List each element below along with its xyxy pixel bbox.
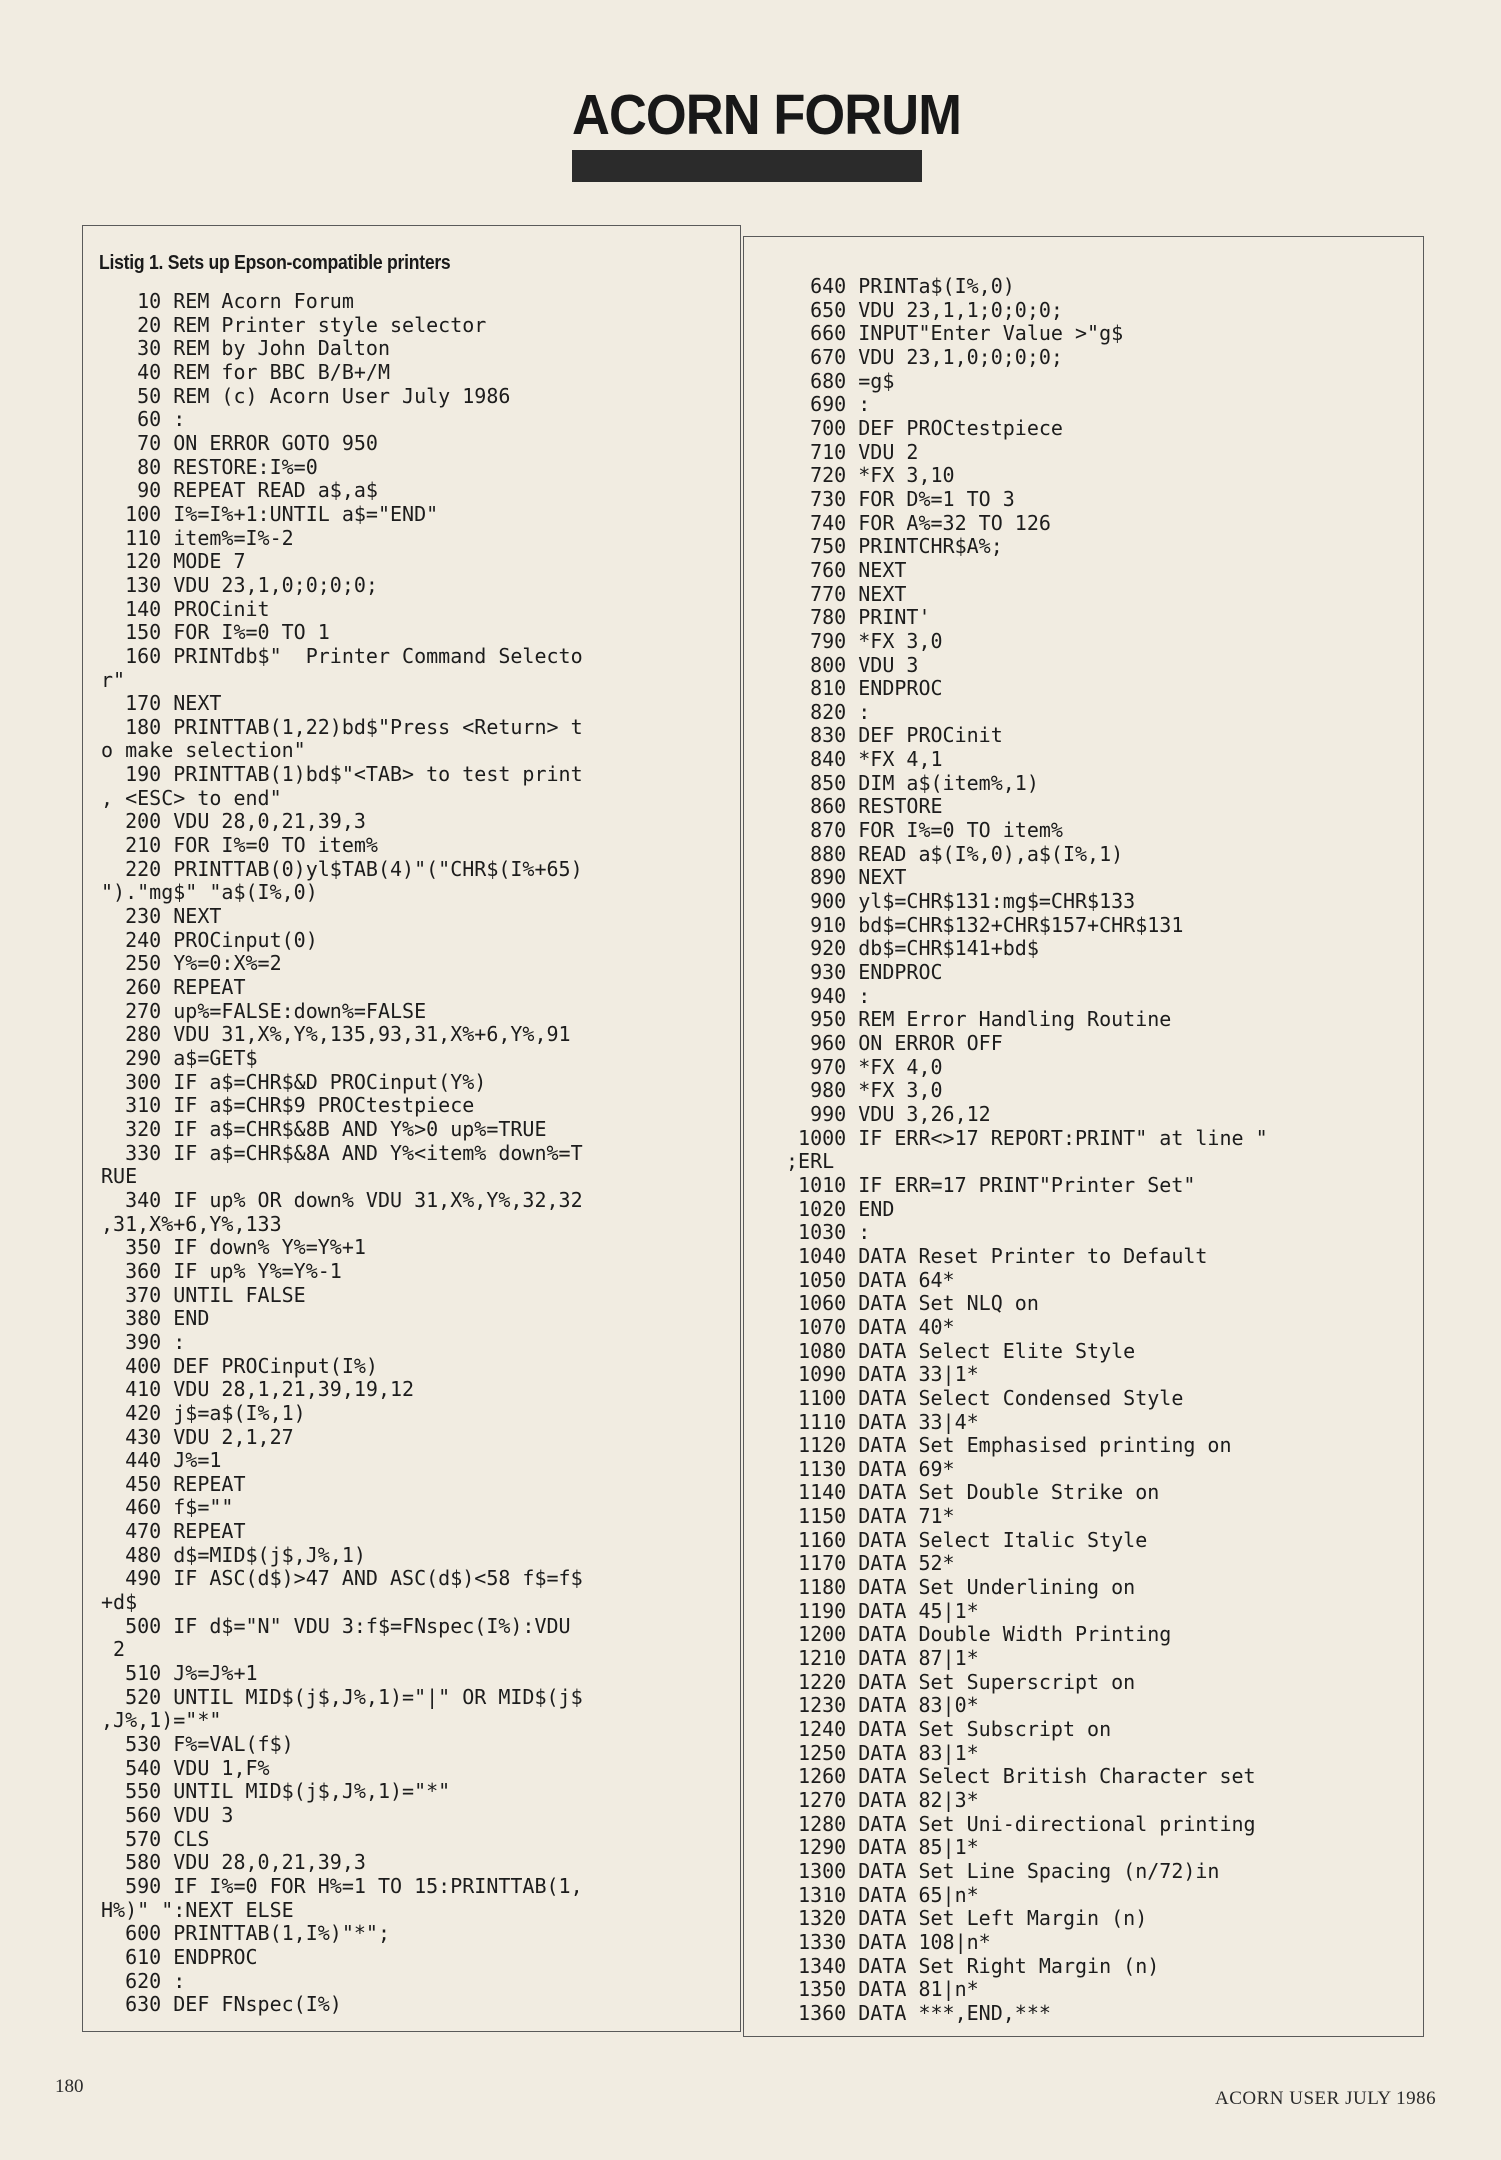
code-line: 740 FOR A%=32 TO 126 bbox=[786, 510, 1051, 535]
code-line: 650 VDU 23,1,1;0;0;0; bbox=[786, 297, 1063, 322]
code-line: 190 PRINTTAB(1)bd$"<TAB> to test print bbox=[101, 762, 583, 787]
code-line: 880 READ a$(I%,0),a$(I%,1) bbox=[786, 841, 1124, 866]
code-line: 730 FOR D%=1 TO 3 bbox=[786, 486, 1015, 511]
page-number: 180 bbox=[55, 2076, 84, 2097]
code-line: 500 IF d$="N" VDU 3:f$=FNspec(I%):VDU bbox=[101, 1613, 571, 1638]
code-line: 1070 DATA 40* bbox=[786, 1314, 955, 1339]
code-line: 1320 DATA Set Left Margin (n) bbox=[786, 1906, 1148, 1931]
code-line: 170 NEXT bbox=[101, 691, 222, 716]
code-line: 510 J%=J%+1 bbox=[101, 1661, 258, 1686]
code-line: 460 f$="" bbox=[101, 1495, 234, 1520]
code-line: 310 IF a$=CHR$9 PROCtestpiece bbox=[101, 1093, 475, 1118]
code-line: H%)" ":NEXT ELSE bbox=[101, 1897, 294, 1922]
code-line: 50 REM (c) Acorn User July 1986 bbox=[101, 383, 511, 408]
code-line: 200 VDU 28,0,21,39,3 bbox=[101, 809, 366, 834]
code-line: 1360 DATA ***,END,*** bbox=[786, 2000, 1051, 2025]
code-line: 640 PRINTa$(I%,0) bbox=[786, 274, 1015, 298]
running-footer: ACORN USER JULY 1986 bbox=[1215, 2088, 1437, 2109]
code-line: RUE bbox=[101, 1164, 138, 1189]
code-line: 1290 DATA 85|1* bbox=[786, 1835, 979, 1860]
code-line: 130 VDU 23,1,0;0;0;0; bbox=[101, 572, 378, 597]
code-line: 520 UNTIL MID$(j$,J%,1)="|" OR MID$(j$ bbox=[101, 1684, 583, 1709]
code-line: 290 a$=GET$ bbox=[101, 1046, 258, 1070]
code-line: 720 *FX 3,10 bbox=[786, 463, 955, 488]
code-line: 70 ON ERROR GOTO 950 bbox=[101, 430, 378, 455]
code-line: 590 IF I%=0 FOR H%=1 TO 15:PRINTTAB(1, bbox=[101, 1873, 583, 1898]
code-line: 1040 DATA Reset Printer to Default bbox=[786, 1243, 1208, 1268]
code-line: 620 : bbox=[101, 1968, 186, 1993]
code-line: 1050 DATA 64* bbox=[786, 1267, 955, 1292]
code-line: 360 IF up% Y%=Y%-1 bbox=[101, 1258, 342, 1283]
code-line: 1270 DATA 82|3* bbox=[786, 1788, 979, 1812]
code-line: 780 PRINT' bbox=[786, 605, 931, 630]
code-line: 20 REM Printer style selector bbox=[101, 312, 487, 337]
code-line: 710 VDU 2 bbox=[786, 439, 919, 464]
code-line: 570 CLS bbox=[101, 1826, 210, 1851]
code-line: 690 : bbox=[786, 392, 871, 417]
code-line: ,31,X%+6,Y%,133 bbox=[101, 1211, 282, 1236]
code-line: 1160 DATA Select Italic Style bbox=[786, 1527, 1148, 1552]
code-line: 330 IF a$=CHR$&8A AND Y%<item% down%=T bbox=[101, 1140, 583, 1165]
code-line: 80 RESTORE:I%=0 bbox=[101, 454, 318, 479]
code-line: 1200 DATA Double Width Printing bbox=[786, 1622, 1172, 1647]
code-line: ")."mg$" "a$(I%,0) bbox=[101, 880, 318, 905]
code-line: 1280 DATA Set Uni-directional printing bbox=[786, 1811, 1256, 1836]
code-line: 180 PRINTTAB(1,22)bd$"Press <Return> t bbox=[101, 714, 583, 739]
code-line: 840 *FX 4,1 bbox=[786, 747, 943, 772]
code-line: , <ESC> to end" bbox=[101, 785, 282, 810]
code-line: 890 NEXT bbox=[786, 865, 907, 890]
code-line: 790 *FX 3,0 bbox=[786, 628, 943, 653]
code-line: 100 I%=I%+1:UNTIL a$="END" bbox=[101, 501, 439, 526]
code-line: 1120 DATA Set Emphasised printing on bbox=[786, 1433, 1232, 1458]
code-line: 220 PRINTTAB(0)yl$TAB(4)"("CHR$(I%+65) bbox=[101, 856, 583, 881]
code-line: 140 PROCinit bbox=[101, 596, 270, 621]
code-line: 1220 DATA Set Superscript on bbox=[786, 1669, 1136, 1694]
code-line: 1330 DATA 108|n* bbox=[786, 1929, 991, 1954]
code-line: 810 ENDPROC bbox=[786, 676, 943, 701]
code-line: 980 *FX 3,0 bbox=[786, 1078, 943, 1103]
code-line: 770 NEXT bbox=[786, 581, 907, 606]
code-line: 10 REM Acorn Forum bbox=[101, 289, 354, 313]
code-line: 600 PRINTTAB(1,I%)"*"; bbox=[101, 1921, 390, 1946]
code-line: 270 up%=FALSE:down%=FALSE bbox=[101, 998, 427, 1023]
code-line: 940 : bbox=[786, 983, 871, 1008]
code-line: 910 bd$=CHR$132+CHR$157+CHR$131 bbox=[786, 912, 1184, 937]
code-line: 1130 DATA 69* bbox=[786, 1456, 955, 1481]
code-line: 970 *FX 4,0 bbox=[786, 1054, 943, 1079]
code-line: 300 IF a$=CHR$&D PROCinput(Y%) bbox=[101, 1069, 487, 1094]
code-line: 480 d$=MID$(j$,J%,1) bbox=[101, 1542, 366, 1567]
code-line: 490 IF ASC(d$)>47 AND ASC(d$)<58 f$=f$ bbox=[101, 1566, 583, 1591]
code-line: 610 ENDPROC bbox=[101, 1944, 258, 1969]
code-line: 320 IF a$=CHR$&8B AND Y%>0 up%=TRUE bbox=[101, 1116, 547, 1141]
code-line: ;ERL bbox=[786, 1149, 835, 1174]
code-line: 250 Y%=0:X%=2 bbox=[101, 951, 282, 976]
code-block-left bbox=[101, 290, 731, 2017]
code-line: 2 bbox=[101, 1637, 126, 1662]
code-line: 1060 DATA Set NLQ on bbox=[786, 1291, 1039, 1316]
code-line: 340 IF up% OR down% VDU 31,X%,Y%,32,32 bbox=[101, 1187, 583, 1212]
code-line: 280 VDU 31,X%,Y%,135,93,31,X%+6,Y%,91 bbox=[101, 1022, 571, 1047]
code-line: o make selection" bbox=[101, 738, 306, 763]
code-line: 1300 DATA Set Line Spacing (n/72)in bbox=[786, 1858, 1220, 1883]
code-line: 420 j$=a$(I%,1) bbox=[101, 1400, 306, 1425]
code-line: 90 REPEAT READ a$,a$ bbox=[101, 478, 378, 503]
code-line: r" bbox=[101, 667, 126, 692]
code-line: 700 DEF PROCtestpiece bbox=[786, 415, 1063, 440]
code-line: 230 NEXT bbox=[101, 904, 222, 929]
code-line: 1110 DATA 33|4* bbox=[786, 1409, 979, 1434]
code-line: 660 INPUT"Enter Value >"g$ bbox=[786, 321, 1124, 346]
code-line: 450 REPEAT bbox=[101, 1471, 246, 1496]
code-line: 390 : bbox=[101, 1329, 186, 1354]
code-line: 1030 : bbox=[786, 1220, 871, 1245]
code-line: 160 PRINTdb$" Printer Command Selecto bbox=[101, 643, 583, 668]
listing-left-column bbox=[82, 225, 741, 2032]
code-line: 30 REM by John Dalton bbox=[101, 336, 390, 361]
code-line: 1140 DATA Set Double Strike on bbox=[786, 1480, 1160, 1505]
code-line: 860 RESTORE bbox=[786, 794, 943, 819]
code-line: 850 DIM a$(item%,1) bbox=[786, 770, 1039, 795]
code-line: 990 VDU 3,26,12 bbox=[786, 1101, 991, 1126]
code-line: 350 IF down% Y%=Y%+1 bbox=[101, 1235, 366, 1260]
code-line: 1260 DATA Select British Character set bbox=[786, 1764, 1256, 1789]
code-line: 530 F%=VAL(f$) bbox=[101, 1732, 294, 1757]
code-line: +d$ bbox=[101, 1590, 138, 1615]
code-line: 1150 DATA 71* bbox=[786, 1504, 955, 1529]
code-line: 1230 DATA 83|0* bbox=[786, 1693, 979, 1718]
code-line: 1240 DATA Set Subscript on bbox=[786, 1717, 1112, 1742]
code-line: 550 UNTIL MID$(j$,J%,1)="*" bbox=[101, 1779, 451, 1804]
code-line: 1010 IF ERR=17 PRINT"Printer Set" bbox=[786, 1172, 1196, 1197]
code-line: 370 UNTIL FALSE bbox=[101, 1282, 306, 1307]
code-line: 870 FOR I%=0 TO item% bbox=[786, 818, 1063, 843]
code-line: 430 VDU 2,1,27 bbox=[101, 1424, 294, 1449]
code-line: 1180 DATA Set Underlining on bbox=[786, 1575, 1136, 1600]
code-line: 960 ON ERROR OFF bbox=[786, 1031, 1003, 1055]
code-line: 900 yl$=CHR$131:mg$=CHR$133 bbox=[786, 889, 1136, 914]
code-line: 930 ENDPROC bbox=[786, 960, 943, 985]
code-line: 1340 DATA Set Right Margin (n) bbox=[786, 1953, 1160, 1978]
code-line: 1310 DATA 65|n* bbox=[786, 1882, 979, 1907]
code-line: 560 VDU 3 bbox=[101, 1803, 234, 1827]
page-header bbox=[572, 83, 961, 182]
code-line: 1250 DATA 83|1* bbox=[786, 1740, 979, 1765]
code-line: 1210 DATA 87|1* bbox=[786, 1646, 979, 1671]
code-line: 1350 DATA 81|n* bbox=[786, 1977, 979, 2002]
code-line: 920 db$=CHR$141+bd$ bbox=[786, 936, 1039, 961]
code-line: 400 DEF PROCinput(I%) bbox=[101, 1353, 378, 1378]
code-line: 210 FOR I%=0 TO item% bbox=[101, 833, 378, 858]
code-line: 1100 DATA Select Condensed Style bbox=[786, 1385, 1184, 1410]
code-line: 750 PRINTCHR$A%; bbox=[786, 534, 1003, 559]
code-line: 1000 IF ERR<>17 REPORT:PRINT" at line " bbox=[786, 1125, 1268, 1150]
code-line: 1190 DATA 45|1* bbox=[786, 1598, 979, 1623]
code-line: 120 MODE 7 bbox=[101, 549, 246, 574]
code-line: 410 VDU 28,1,21,39,19,12 bbox=[101, 1377, 415, 1402]
code-line: 950 REM Error Handling Routine bbox=[786, 1007, 1172, 1032]
code-line: 1080 DATA Select Elite Style bbox=[786, 1338, 1136, 1363]
code-line: 240 PROCinput(0) bbox=[101, 927, 318, 952]
code-line: 630 DEF FNspec(I%) bbox=[101, 1992, 342, 2017]
code-line: 1170 DATA 52* bbox=[786, 1551, 955, 1576]
title-underline-bar bbox=[572, 150, 922, 182]
code-line: 540 VDU 1,F% bbox=[101, 1755, 270, 1780]
code-line: 380 END bbox=[101, 1306, 210, 1331]
code-line: 800 VDU 3 bbox=[786, 652, 919, 677]
listing-caption: Listig 1. Sets up Epson-compatible printers bbox=[99, 252, 451, 274]
code-line: 440 J%=1 bbox=[101, 1448, 222, 1473]
code-line: 820 : bbox=[786, 699, 871, 724]
code-line: 60 : bbox=[101, 407, 186, 432]
code-line: 1090 DATA 33|1* bbox=[786, 1362, 979, 1387]
page-title: ACORN FORUM bbox=[572, 83, 961, 147]
code-line: 260 REPEAT bbox=[101, 975, 246, 1000]
code-line: 580 VDU 28,0,21,39,3 bbox=[101, 1850, 366, 1875]
code-line: 470 REPEAT bbox=[101, 1519, 246, 1544]
code-line: 1020 END bbox=[786, 1196, 895, 1221]
code-line: 150 FOR I%=0 TO 1 bbox=[101, 620, 330, 645]
listing-right-column bbox=[743, 236, 1424, 2037]
code-line: 760 NEXT bbox=[786, 557, 907, 582]
code-line: ,J%,1)="*" bbox=[101, 1708, 222, 1733]
code-line: 830 DEF PROCinit bbox=[786, 723, 1003, 748]
code-block-right bbox=[786, 275, 1416, 2026]
code-line: 670 VDU 23,1,0;0;0;0; bbox=[786, 344, 1063, 369]
code-line: 680 =g$ bbox=[786, 368, 895, 393]
code-line: 40 REM for BBC B/B+/M bbox=[101, 359, 390, 384]
code-line: 110 item%=I%-2 bbox=[101, 525, 294, 550]
